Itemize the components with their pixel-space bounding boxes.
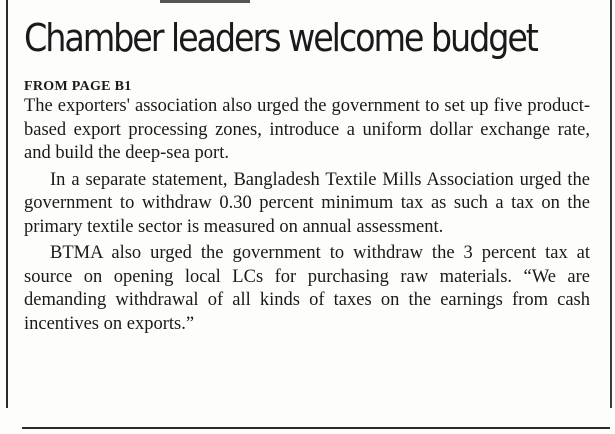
article-dateline: FROM PAGE B1 [24,79,132,94]
bottom-rule [22,427,610,429]
left-column-rule [6,0,8,408]
article-paragraph-2: In a separate statement, Bangladesh Textile Mills Association urged the government to withdraw 0.30 percent minimum tax as such a tax on the primary textile sector is measured on annual assessment. [24,169,590,237]
right-column-rule [610,0,612,408]
article-paragraph-1: The exporters' association also urged the government to set up five product-based export processing zones, introduce a uniform dollar exchange rate, and build the deep-sea port. [24,96,590,163]
article-headline: Chamber leaders welcome budget [24,16,537,60]
article-body [24,95,590,339]
top-rule [160,0,250,3]
article-paragraph-3: BTMA also urged the government to withdraw the 3 percent tax at source on opening local LCs for purchasing raw materials. “We are demanding withdrawal of all kinds of taxes on the earnings from cash incentives on exports.” [24,243,590,334]
